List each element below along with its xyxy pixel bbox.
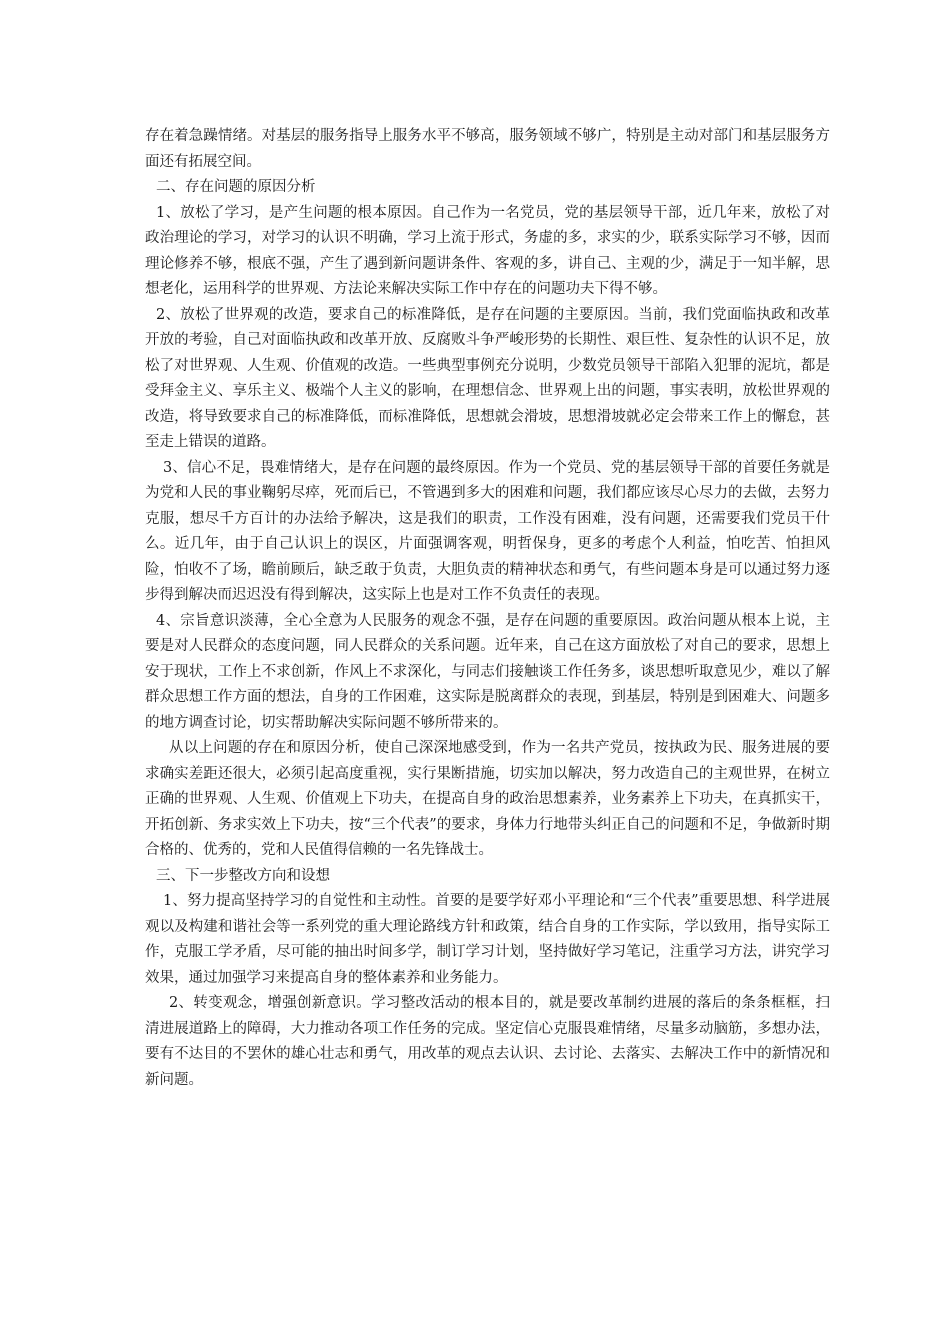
section-heading-rectification: 三、下一步整改方向和设想 bbox=[156, 867, 330, 884]
paragraph-continuation: 存在着急躁情绪。对基层的服务指导上服务水平不够高，服务领域不够广，特别是主动对部门和基层服务方面还有拓展空间。 bbox=[145, 128, 830, 170]
paragraph-cause-2: 2、放松了世界观的改造，要求自己的标准降低，是存在问题的主要原因。当前，我们党面临执政和改革开放的考验，自己对面临执政和改革开放、反腐败斗争严峻形势的长期性、艰巨性、复杂性的认识不足，放松了对世界观、人生观、价值观的改造。一些典型事例充分说明，少数党员领导干部陷入犯罪的泥坑，都是受拜金主义、享乐主义、极端个人主义的影响，在理想信念、世界观上出的问题，事实表明，放松世界观的改造，将导致要求自己的标准降低，而标准降低，思想就会滑坡，思想滑坡就必定会带来工作上的懈怠，甚至走上错误的道路。 bbox=[145, 306, 830, 450]
section-heading-cause-analysis: 二、存在问题的原因分析 bbox=[156, 179, 316, 195]
paragraph-summary: 从以上问题的存在和原因分析，使自己深深地感受到，作为一名共产党员，按执政为民、服务进展的要求确实差距还很大，必须引起高度重视，实行果断措施，切实加以解决，努力改造自己的主观世界，在树立正确的世界观、人生观、价值观上下功夫，在提高自身的政治思想素养，业务素养上下功夫，在真抓实干，开拓创新、务求实效上下功夫，按“三个代表”的要求，身体力行地带头纠正自己的问题和不足，争做新时期合格的、优秀的，党和人民值得信赖的一名先锋战士。 bbox=[145, 740, 830, 858]
document-body bbox=[145, 124, 830, 1093]
paragraph-cause-1: 1、放松了学习，是产生问题的根本原因。自己作为一名党员，党的基层领导干部，近几年来，放松了对政治理论的学习，对学习的认识不明确，学习上流于形式，务虚的多，求实的少，联系实际学习不够，因而理论修养不够，根底不强，产生了遇到新问题讲条件、客观的多，讲自己、主观的少，满足于一知半解，思想老化，运用科学的世界观、方法论来解决实际工作中存在的问题功夫下得不够。 bbox=[145, 204, 830, 297]
paragraph-plan-2: 2、转变观念，增强创新意识。学习整改活动的根本目的，就是要改革制约进展的落后的条条框框，扫清进展道路上的障碍，大力推动各项工作任务的完成。坚定信心克服畏难情绪，尽量多动脑筋，多想办法，要有不达目的不罢休的雄心壮志和勇气，用改革的观点去认识、去讨论、去落实、去解决工作中的新情况和新问题。 bbox=[145, 995, 830, 1088]
paragraph-plan-1: 1、努力提高坚持学习的自觉性和主动性。首要的是要学好邓小平理论和“三个代表”重要思想、科学进展观以及构建和谐社会等一系列党的重大理论路线方针和政策，结合自身的工作实际，学以致用，指导实际工作，克服工学矛盾，尽可能的抽出时间多学，制订学习计划，坚持做好学习笔记，注重学习方法，讲究学习效果，通过加强学习来提高自身的整体素养和业务能力。 bbox=[145, 893, 830, 986]
paragraph-cause-3: 3、信心不足，畏难情绪大，是存在问题的最终原因。作为一个党员、党的基层领导干部的首要任务就是为党和人民的事业鞠躬尽瘁，死而后已，不管遇到多大的困难和问题，我们都应该尽心尽力的去做，去努力克服，想尽千方百计的办法给予解决，这是我们的职责，工作没有困难，没有问题，还需要我们党员干什么。近几年，由于自己认识上的误区，片面强调客观，明哲保身，更多的考虑个人利益，怕吃苦、怕担风险，怕收不了场，瞻前顾后，缺乏敢于负责，大胆负责的精神状态和勇气，有些问题本身是可以通过努力逐步得到解决而迟迟没有得到解决，这实际上也是对工作不负责任的表现。 bbox=[145, 459, 830, 603]
paragraph-cause-4: 4、宗旨意识淡薄，全心全意为人民服务的观念不强，是存在问题的重要原因。政治问题从根本上说，主要是对人民群众的态度问题，同人民群众的关系问题。近年来，自己在这方面放松了对自己的要求，思想上安于现状，工作上不求创新，作风上不求深化，与同志们接触谈工作任务多，谈思想听取意见少，难以了解群众思想工作方面的想法，自身的工作困难，这实际是脱离群众的表现，到基层，特别是到困难大、问题多的地方调查讨论，切实帮助解决实际问题不够所带来的。 bbox=[145, 612, 830, 731]
